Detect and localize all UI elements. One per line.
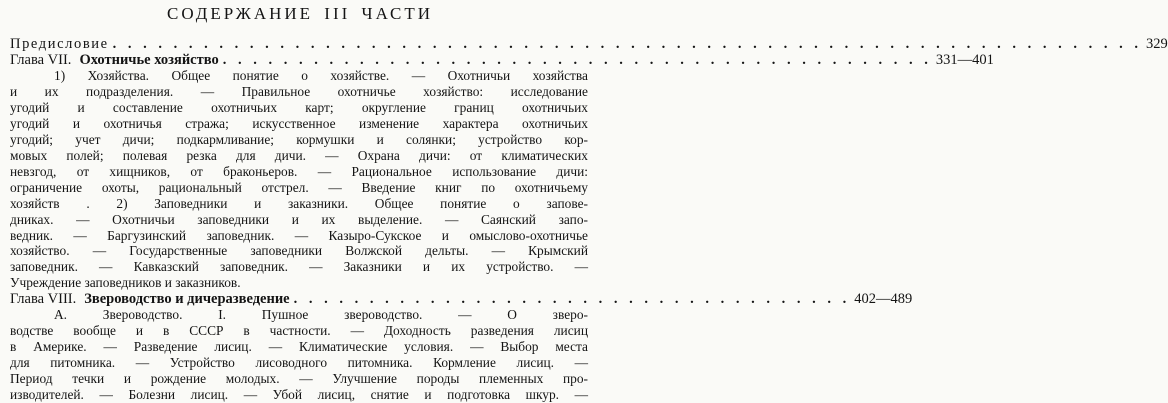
chapter-title: Охотничье хозяйство: [79, 52, 219, 68]
chapter-7-text-line: ведник. — Баргузинский заповедник. — Казыро-Сукское и омыслово-охотничье: [10, 227, 588, 243]
leader-dots: . . . . . . . . . . . . . . . . . . . . . . . . . . . . . . . . . . . . . . . . . . . . . . . . . . . . . . . . . . . . . . . . . . . .: [112, 36, 1143, 52]
chapter-number: Глава VII.: [10, 52, 72, 68]
chapter-7-text-line: 1) Хозяйства. Общее понятие о хозяйстве. — Охотничьи хозяйства: [54, 67, 588, 83]
chapter-pages: 331—401: [935, 52, 994, 68]
chapter-7-text-line: заповедник. — Кавказский заповедник. — Заказники и их устройство. —: [10, 259, 588, 275]
page-title: СОДЕРЖАНИЕ III ЧАСТИ: [166, 4, 433, 23]
chapter-8-text-line: А. Звероводство. I. Пушное звероводство. — О зверо-: [54, 307, 588, 323]
chapter-7-text-line: хозяйство. — Государственные заповедники Волжской дельты. — Крымский: [10, 243, 588, 259]
chapter-title: Звероводство и дичеразведение: [84, 291, 290, 308]
chapter-7-text-line: дниках. — Охотничьи заповедники и их выделение. — Саянский запо-: [10, 211, 588, 227]
chapter-8-text-line: в Америке. — Разведение лисиц. — Климатические условия. — Выбор места: [10, 339, 588, 355]
chapter-number: Глава VIII.: [10, 291, 77, 308]
chapter-7-text-line: хозяйств . 2) Заповедники и заказники. Общее понятие о запове-: [10, 195, 588, 211]
leader-dots: . . . . . . . . . . . . . . . . . . . . . . . . . . . . . . . . . . . . . . . . . . . . . . .: [222, 52, 932, 68]
chapter-8-text-line: Период течки и рождение молодых. — Улучшение породы племенных про-: [10, 371, 588, 386]
toc-entry-page: 329: [1146, 36, 1168, 52]
chapter-7-text-line: ограничение охоты, рациональный отстрел. — Введение книг по охотничьему: [10, 179, 588, 195]
toc-entry-label: Предисловие: [10, 36, 109, 52]
chapter-7-text-line: Учреждение заповедников и заказников.: [10, 275, 241, 291]
chapter-7-text-line: мовых полей; полевая резка для дичи. — Охрана дичи: от климатических: [10, 147, 588, 163]
chapter-7-text-line: и их подразделения. — Правильное охотничье хозяйство: исследование: [10, 83, 588, 99]
chapter-7-text-line: угодий и охотничья стража; искусственное изменение характера охотничьих: [10, 115, 588, 131]
chapter-7-text-line: невзгод, от хищников, от браконьеров. — Рациональное использование дичи:: [10, 163, 588, 179]
leader-dots: . . . . . . . . . . . . . . . . . . . . . . . . . . . . . . . . . . . . .: [293, 291, 851, 308]
chapter-8-text-line: для питомника. — Устройство лисоводного питомника. Кормление лисиц. —: [10, 355, 588, 371]
chapter-8-text-line: водстве вообще и в СССР в частности. — Доходность разведения лисиц: [10, 323, 588, 339]
chapter-7-text-line: угодий; учет дичи; подкармливание; кормушки и солянки; устройство кор-: [10, 131, 588, 147]
chapter-7-text-line: угодий и составление охотничьих карт; округление границ охотничьих: [10, 99, 588, 115]
chapter-pages: 402—489: [854, 291, 913, 308]
chapter-8-text-line: изводителей. — Болезни лисиц. — Убой лисиц, снятие и подготовка шкур. —: [10, 387, 588, 402]
